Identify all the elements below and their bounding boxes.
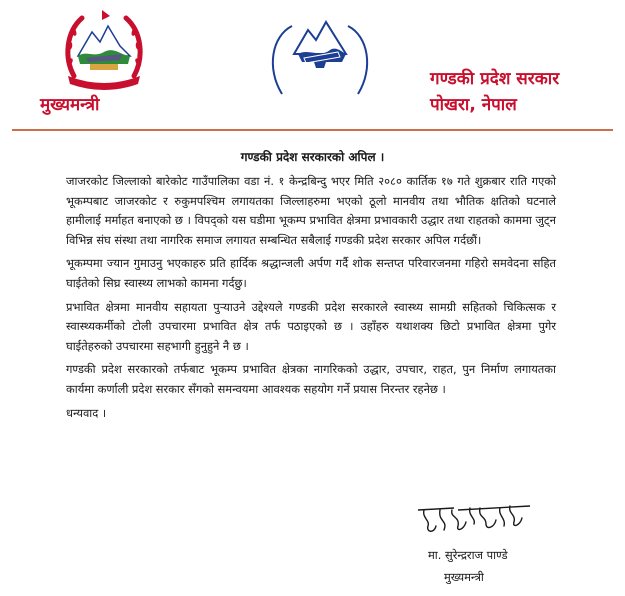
signatory-name: मा. सुरेन्द्रराज पाण्डे — [428, 548, 508, 562]
signatory-title: मुख्यमन्त्री — [444, 570, 484, 584]
appeal-closing: धन्यवाद । — [66, 405, 107, 420]
appeal-paragraph-1: जाजरकोट जिल्लाको बारेकोट गाउँपालिका वडा नं. १ केन्द्रबिन्दु भएर मिति २०८० कार्तिक १७ गते शुक्रबार राति गएको भूकम्पबाट जाजरकोट र रुकुमपश्चिम लगायतका जिल्लाहरुमा भएको ठूलो मानवीय तथा भौतिक क्षतिको घटनाले हामीलाई मर्माहत बनाएको छ । विपद्को यस घडीमा भूकम्प प्रभावित क्षेत्रमा प्रभावकारी उद्धार तथा राहतको काममा जुट्न विभिन्न संघ संस्था तथा नागरिक समाज लगायत सम्बन्धित सबैलाई गण्डकी प्रदेश सरकार अपिल गर्दछौं। — [66, 174, 556, 247]
appeal-title: गण्डकी प्रदेश सरकारको अपिल । — [240, 150, 385, 164]
secretariat-seal-icon — [246, 2, 394, 120]
appeal-body — [66, 172, 556, 427]
appeal-paragraph-3: प्रभावित क्षेत्रमा मानवीय सहायता पुऱ्याउने उद्देश्यले गण्डकी प्रदेश सरकारले स्वास्थ्य सामग्री सहितको चिकित्सक र स्वास्थ्यकर्मीको टोली उपचारमा प्रभावित क्षेत्र तर्फ पठाइएको छ । उहाँहरु यथाशक्य छिटो प्रभावित क्षेत्रमा पुगेर घाईतेहरुको उपचारमा सहभागी हुनुहुने नै छ । — [66, 299, 556, 353]
gov-location-heading: पोखरा, नेपाल — [430, 95, 517, 115]
gov-name-heading: गण्डकी प्रदेश सरकार — [430, 69, 560, 89]
appeal-paragraph-4: गण्डकी प्रदेश सरकारको तर्फबाट भूकम्प प्रभावित क्षेत्रका नागरिकको उद्धार, उपचार, राहत, पुन निर्माण लगायतका कार्यमा कर्णाली प्रदेश सरकार सँगको समन्वयमा आवश्यक सहयोग गर्ने प्रयास निरन्तर रहनेछ । — [66, 362, 556, 396]
handwritten-signature — [414, 496, 534, 538]
chief-minister-heading: मुख्यमन्त्री — [40, 95, 100, 115]
letterhead — [0, 0, 625, 132]
nepal-emblem-icon — [62, 6, 146, 92]
header-divider — [12, 129, 613, 131]
appeal-paragraph-2: भूकम्पमा ज्यान गुमाउनु भएकाहरु प्रति हार्दिक श्रद्धान्जली अर्पण गर्दै शोक सन्तप्त परिवारजनमा गहिरो समवेदना सहित घाईतेको सिघ्र स्वास्थ्य लाभको कामना गर्दछु। — [66, 256, 556, 290]
